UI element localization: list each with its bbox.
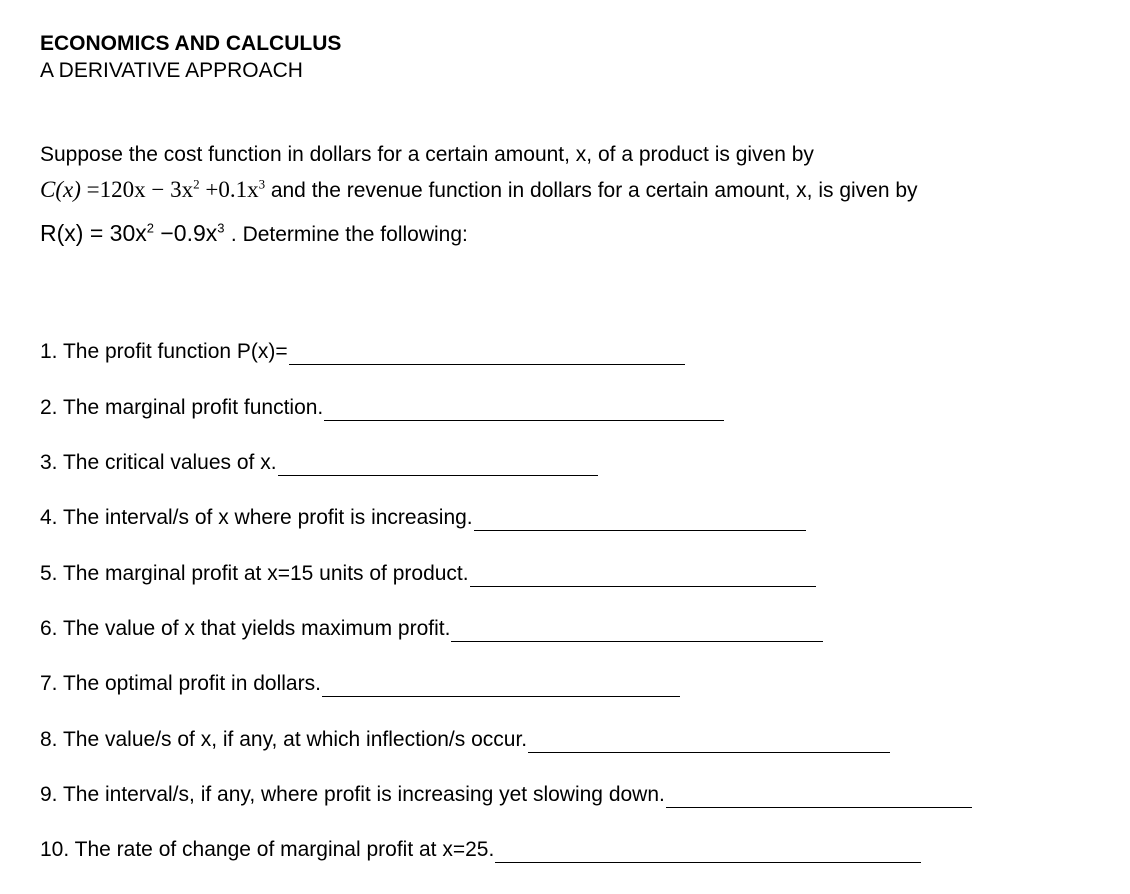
intro-line-2-text: and the revenue function in dollars for a certain amount, x, is given by: [270, 179, 918, 202]
answer-blank[interactable]: [278, 455, 598, 476]
revenue-exponent-2: 3: [217, 220, 225, 236]
question-9: [40, 782, 972, 808]
cost-exponent-1: 2: [193, 176, 200, 192]
intro-line-3: [40, 219, 468, 249]
question-2: [40, 395, 724, 421]
equals-sign: =: [89, 220, 104, 246]
intro-line-2: [40, 176, 918, 205]
question-text: 8. The value/s of x, if any, at which inflection/s occur.: [40, 728, 528, 751]
intro-line-3-text: . Determine the following:: [230, 223, 468, 246]
intro-line-1: Suppose the cost function in dollars for a certain amount, x, of a product is given by: [40, 143, 814, 166]
question-1: [40, 339, 685, 365]
question-8: [40, 727, 890, 753]
question-text: 3. The critical values of x.: [40, 451, 277, 474]
revenue-function-term-b: −0.9x: [160, 220, 218, 246]
question-3: [40, 450, 598, 476]
answer-blank[interactable]: [666, 787, 972, 808]
question-text: 2. The marginal profit function.: [40, 396, 324, 419]
question-text: 7. The optimal profit in dollars.: [40, 672, 321, 695]
question-7: [40, 671, 680, 697]
revenue-function-term-a: 30x: [109, 220, 147, 246]
cost-function-term-a: 120x − 3x: [99, 177, 194, 202]
question-4: [40, 505, 806, 531]
document-subtitle: A DERIVATIVE APPROACH: [40, 59, 303, 82]
answer-blank[interactable]: [451, 621, 823, 642]
question-5: [40, 561, 816, 587]
revenue-function-formula: [40, 220, 231, 246]
revenue-function-lhs: R(x): [40, 220, 84, 246]
revenue-exponent-1: 2: [146, 220, 154, 236]
answer-blank[interactable]: [324, 400, 724, 421]
document-title: ECONOMICS AND CALCULUS: [40, 32, 342, 55]
answer-blank[interactable]: [528, 732, 890, 753]
answer-blank[interactable]: [289, 344, 685, 365]
question-text: 10. The rate of change of marginal profit at x=25.: [40, 838, 495, 861]
cost-function-formula: [40, 177, 271, 202]
question-text: 4. The interval/s of x where profit is increasing.: [40, 506, 473, 529]
question-text: 6. The value of x that yields maximum profit.: [40, 617, 451, 640]
cost-function-term-b: +0.1x: [205, 177, 259, 202]
question-text: 5. The marginal profit at x=15 units of product.: [40, 562, 469, 585]
question-10: [40, 837, 921, 863]
answer-blank[interactable]: [495, 842, 921, 863]
question-6: [40, 616, 823, 642]
question-text: 9. The interval/s, if any, where profit is increasing yet slowing down.: [40, 783, 665, 806]
answer-blank[interactable]: [474, 510, 806, 531]
cost-function-lhs: C(x): [40, 177, 81, 202]
answer-blank[interactable]: [470, 566, 816, 587]
question-text: 1. The profit function P(x)=: [40, 340, 288, 363]
equals-sign: =: [86, 177, 100, 202]
answer-blank[interactable]: [322, 676, 680, 697]
cost-exponent-2: 3: [258, 176, 266, 192]
